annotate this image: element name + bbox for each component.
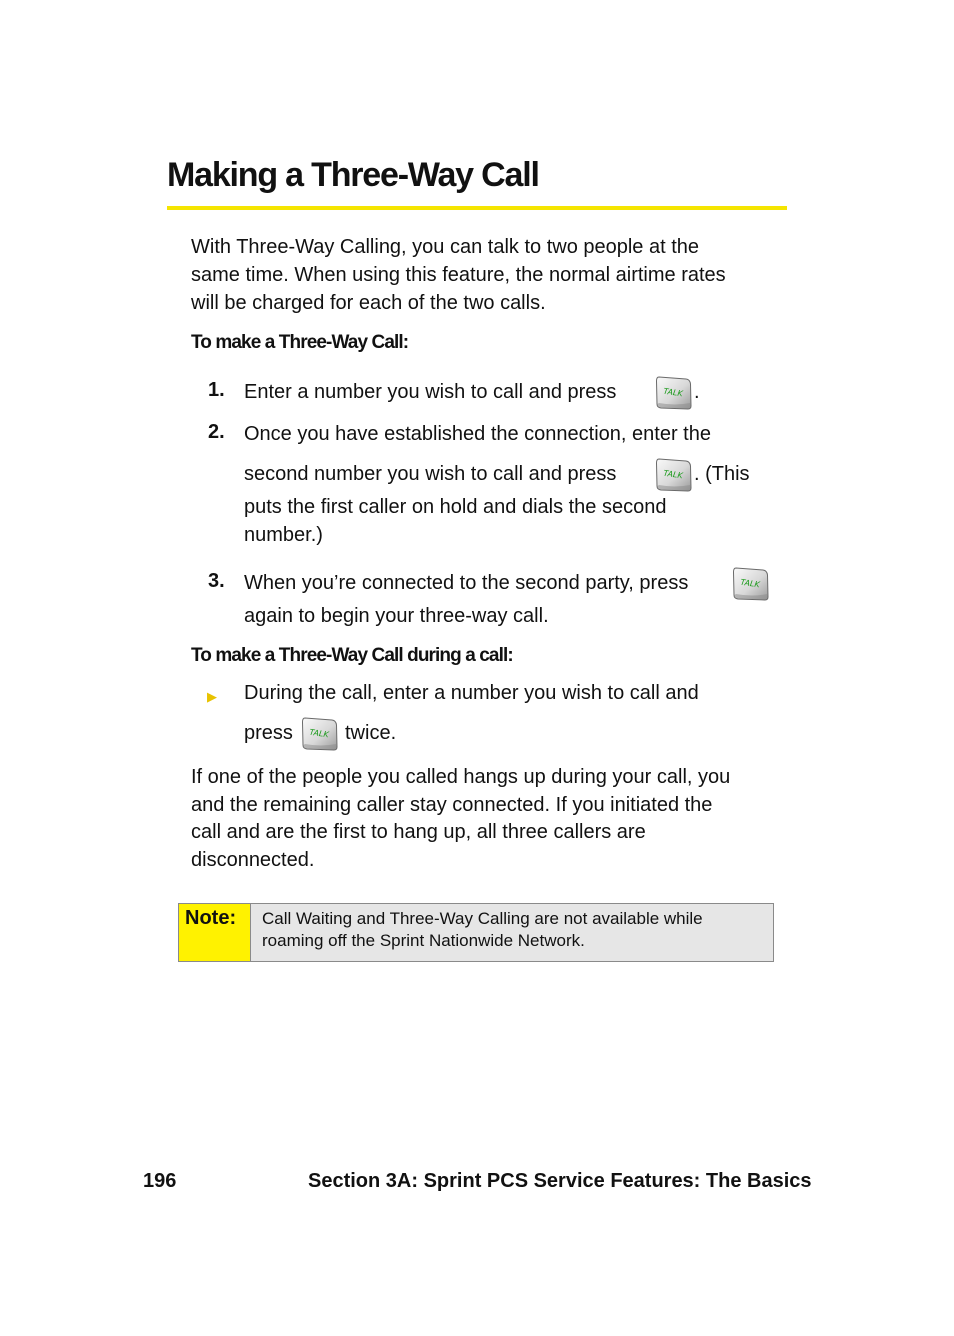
section-heading-three-way-call: To make a Three-Way Call:: [191, 332, 409, 353]
note-line-2: roaming off the Sprint Nationwide Network.: [262, 931, 585, 950]
step-number: 3.: [208, 570, 225, 592]
note-line-1: Call Waiting and Three-Way Calling are not available while: [262, 909, 703, 928]
note-text: [251, 904, 773, 961]
outro-line-1: If one of the people you called hangs up during your call, you: [191, 766, 731, 788]
step-3-line-2: again to begin your three-way call.: [244, 605, 549, 627]
step-1-text: Enter a number you wish to call and press: [244, 381, 617, 403]
bullet-arrow-icon: ▶: [207, 689, 217, 704]
talk-key-icon: [301, 717, 338, 751]
step-3-line-1: When you’re connected to the second party, press: [244, 572, 689, 594]
step-1-suffix: .: [694, 381, 700, 403]
bullet-line-2-suffix: twice.: [345, 722, 397, 744]
section-footer: Section 3A: Sprint PCS Service Features: The Basics: [308, 1170, 812, 1192]
talk-key-label: TALK: [662, 468, 684, 481]
section-heading-during-call: To make a Three-Way Call during a call:: [191, 645, 513, 666]
note-box: [178, 903, 774, 962]
note-label: Note:: [179, 904, 251, 961]
title-underline: [167, 206, 787, 210]
talk-key-icon: [655, 376, 692, 410]
talk-key-icon: [732, 567, 769, 601]
bullet-line-2-prefix: press: [244, 722, 293, 744]
talk-key-label: TALK: [308, 727, 330, 740]
step-number: 2.: [208, 421, 225, 443]
intro-line-2: same time. When using this feature, the normal airtime rates: [191, 264, 726, 286]
bullet-line-1: During the call, enter a number you wish to call and: [244, 682, 699, 704]
intro-line-1: With Three-Way Calling, you can talk to two people at the: [191, 236, 700, 258]
page-title: Making a Three-Way Call: [167, 156, 539, 194]
intro-line-3: will be charged for each of the two calls.: [191, 292, 546, 314]
step-2-line-3: puts the first caller on hold and dials the second: [244, 496, 667, 518]
outro-line-3: call and are the first to hang up, all three callers are: [191, 821, 646, 843]
outro-line-2: and the remaining caller stay connected. If you initiated the: [191, 794, 713, 816]
step-2-line-4: number.): [244, 524, 323, 546]
step-2-suffix: . (This: [694, 463, 750, 485]
outro-line-4: disconnected.: [191, 849, 315, 871]
step-number: 1.: [208, 379, 225, 401]
talk-key-label: TALK: [662, 386, 684, 399]
talk-key-label: TALK: [739, 577, 761, 590]
page-number: 196: [143, 1170, 177, 1192]
talk-key-icon: [655, 458, 692, 492]
step-2-line-1: Once you have established the connection, enter the: [244, 423, 711, 445]
step-2-line-2: second number you wish to call and press: [244, 463, 617, 485]
